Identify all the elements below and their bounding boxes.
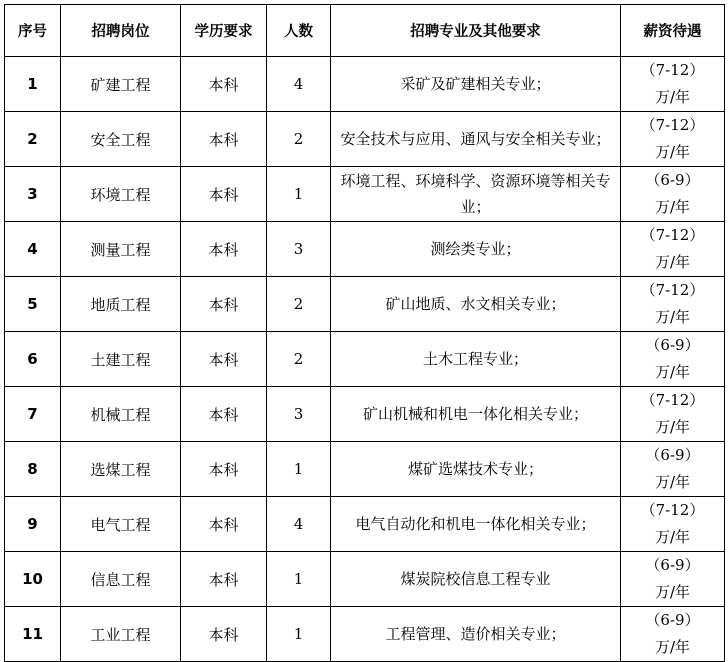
header-post: 招聘岗位 [61,5,181,57]
header-requirements: 招聘专业及其他要求 [331,5,621,57]
table-row [5,497,725,552]
cell-count: 1 [267,607,331,662]
cell-index: 9 [5,497,61,552]
cell-salary [621,112,725,167]
cell-requirements: 安全技术与应用、通风与安全相关专业； [331,112,621,167]
salary-unit: 万/年 [654,363,691,381]
cell-count: 2 [267,112,331,167]
cell-salary [621,57,725,112]
cell-salary [621,332,725,387]
cell-index: 5 [5,277,61,332]
table-row [5,387,725,442]
cell-post: 矿建工程 [61,57,181,112]
salary-range: （6-9） [645,556,700,574]
cell-salary [621,277,725,332]
cell-count: 2 [267,332,331,387]
table-row [5,442,725,497]
table-body [5,57,725,662]
salary-range: （6-9） [645,336,700,354]
cell-requirements: 土木工程专业； [331,332,621,387]
cell-post: 工业工程 [61,607,181,662]
salary-unit: 万/年 [654,198,691,216]
cell-education: 本科 [181,387,267,442]
salary-unit: 万/年 [654,308,691,326]
table-row [5,607,725,662]
cell-requirements: 矿山机械和机电一体化相关专业； [331,387,621,442]
cell-requirements: 采矿及矿建相关专业； [331,57,621,112]
cell-requirements: 煤矿选煤技术专业； [331,442,621,497]
cell-index: 10 [5,552,61,607]
cell-count: 2 [267,277,331,332]
cell-education: 本科 [181,222,267,277]
cell-salary [621,552,725,607]
salary-range: （7-12） [640,226,705,244]
salary-unit: 万/年 [654,418,691,436]
header-education: 学历要求 [181,5,267,57]
cell-education: 本科 [181,167,267,222]
cell-post: 选煤工程 [61,442,181,497]
cell-requirements: 测绘类专业； [331,222,621,277]
table-row [5,332,725,387]
cell-education: 本科 [181,277,267,332]
header-row [5,5,725,57]
cell-salary [621,222,725,277]
salary-range: （7-12） [640,116,705,134]
salary-unit: 万/年 [654,638,691,656]
cell-post: 环境工程 [61,167,181,222]
cell-post: 信息工程 [61,552,181,607]
cell-count: 1 [267,167,331,222]
cell-count: 4 [267,57,331,112]
cell-index: 4 [5,222,61,277]
table-row [5,277,725,332]
cell-count: 1 [267,442,331,497]
cell-post: 电气工程 [61,497,181,552]
salary-unit: 万/年 [654,528,691,546]
header-count: 人数 [267,5,331,57]
recruitment-table [4,4,725,662]
salary-range: （6-9） [645,171,700,189]
table-row [5,552,725,607]
cell-index: 1 [5,57,61,112]
cell-education: 本科 [181,332,267,387]
cell-post: 地质工程 [61,277,181,332]
cell-education: 本科 [181,552,267,607]
salary-range: （6-9） [645,446,700,464]
salary-unit: 万/年 [654,143,691,161]
salary-range: （7-12） [640,281,705,299]
cell-requirements: 工程管理、造价相关专业； [331,607,621,662]
cell-education: 本科 [181,607,267,662]
table-row [5,112,725,167]
salary-unit: 万/年 [654,88,691,106]
salary-unit: 万/年 [654,473,691,491]
cell-post: 测量工程 [61,222,181,277]
cell-education: 本科 [181,112,267,167]
table-row [5,222,725,277]
cell-index: 3 [5,167,61,222]
salary-range: （6-9） [645,611,700,629]
header-index: 序号 [5,5,61,57]
cell-post: 机械工程 [61,387,181,442]
cell-count: 3 [267,222,331,277]
cell-salary [621,497,725,552]
cell-salary [621,167,725,222]
cell-salary [621,442,725,497]
cell-index: 8 [5,442,61,497]
table-header [5,5,725,57]
cell-count: 1 [267,552,331,607]
cell-index: 6 [5,332,61,387]
cell-index: 11 [5,607,61,662]
header-salary: 薪资待遇 [621,5,725,57]
cell-requirements: 电气自动化和机电一体化相关专业； [331,497,621,552]
cell-count: 3 [267,387,331,442]
cell-post: 土建工程 [61,332,181,387]
cell-education: 本科 [181,497,267,552]
table-row [5,57,725,112]
cell-education: 本科 [181,57,267,112]
salary-unit: 万/年 [654,253,691,271]
cell-requirements: 煤炭院校信息工程专业 [331,552,621,607]
cell-education: 本科 [181,442,267,497]
table-row [5,167,725,222]
cell-requirements: 矿山地质、水文相关专业； [331,277,621,332]
salary-unit: 万/年 [654,583,691,601]
salary-range: （7-12） [640,501,705,519]
cell-salary [621,607,725,662]
cell-index: 7 [5,387,61,442]
salary-range: （7-12） [640,391,705,409]
cell-count: 4 [267,497,331,552]
salary-range: （7-12） [640,61,705,79]
cell-index: 2 [5,112,61,167]
cell-salary [621,387,725,442]
cell-requirements: 环境工程、环境科学、资源环境等相关专业； [331,167,621,222]
cell-post: 安全工程 [61,112,181,167]
